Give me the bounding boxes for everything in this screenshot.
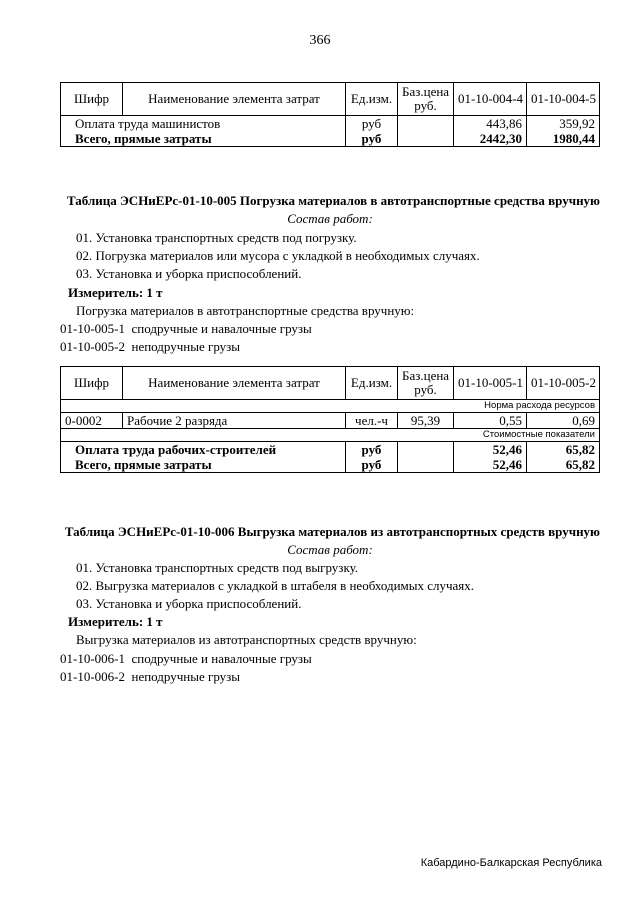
section-006-title: Таблица ЭСНиЕРс-01-10-006 Выгрузка материалов из автотранспортных средств вручную [64,524,600,539]
section-006-work-2: 02. Выгрузка материалов с укладкой в штабеля в необходимых случаях. [76,578,475,593]
section-006-work-1: 01. Установка транспортных средств под выгрузку. [76,560,359,575]
header-col-2: 01-10-004-5 [527,83,600,116]
row-value-2: 65,82 [527,457,600,473]
item-text: неподручные грузы [131,669,241,684]
row-value-1: 0,55 [454,413,527,429]
table-header-row [61,367,600,400]
footer-region: Кабардино-Балкарская Республика [420,857,602,869]
table-row [61,457,600,473]
row-value-1: 52,46 [454,442,527,458]
row-name: Оплата труда рабочих-строителей [61,442,346,458]
row-value-2: 65,82 [527,442,600,458]
row-unit: чел.-ч [346,413,398,429]
section-006-item-2 [60,669,240,685]
row-value-1: 443,86 [454,116,527,132]
item-code: 01-10-006-1 [60,651,125,666]
section-005-title: Таблица ЭСНиЕРс-01-10-005 Погрузка материалов в автотранспортные средства вручную [66,193,600,208]
item-text: неподручные грузы [131,339,241,354]
item-code: 01-10-006-2 [60,669,125,684]
section-005-work-2: 02. Погрузка материалов или мусора с укладкой в необходимых случаях. [76,248,480,263]
header-name: Наименование элемента затрат [123,83,346,116]
table-row [61,442,600,458]
cost-table-01-10-004 [60,82,600,147]
norm-label: Норма расхода ресурсов [61,400,600,413]
section-005-work-3: 03. Установка и уборка приспособлений. [76,266,302,281]
item-text: сподручные и навалочные грузы [131,651,312,666]
cost-table-01-10-005 [60,366,600,473]
section-005-work-1: 01. Установка транспортных средств под погрузку. [76,230,357,245]
header-name: Наименование элемента затрат [123,367,346,400]
section-006-item-1 [60,651,312,667]
section-006-description: Выгрузка материалов из автотранспортных средств вручную: [76,632,417,647]
page-number: 366 [309,33,331,48]
header-col-1: 01-10-005-1 [454,367,527,400]
table-row [61,116,600,132]
row-code: 0-0002 [61,413,123,429]
header-unit: Ед.изм. [346,83,398,116]
header-col-1: 01-10-004-4 [454,83,527,116]
row-unit: руб [346,442,398,458]
section-005-works-heading: Состав работ: [287,211,373,226]
row-value-2: 0,69 [527,413,600,429]
row-unit: руб [346,116,398,132]
header-base-price: Баз.цена руб. [398,83,454,116]
item-code: 01-10-005-1 [60,321,125,336]
row-value-2: 1980,44 [527,131,600,147]
section-006-work-3: 03. Установка и уборка приспособлений. [76,596,302,611]
cost-label: Стоимостные показатели [61,429,600,442]
header-base-price: Баз.цена руб. [398,367,454,400]
row-unit: руб [346,457,398,473]
row-value-1: 52,46 [454,457,527,473]
section-005-item-1 [60,321,312,337]
row-name: Всего, прямые затраты [61,131,346,147]
item-code: 01-10-005-2 [60,339,125,354]
header-col-2: 01-10-005-2 [527,367,600,400]
cost-label-row [61,429,600,442]
section-006-works-heading: Состав работ: [287,542,373,557]
header-code: Шифр [61,83,123,116]
table-header-row [61,83,600,116]
row-value-2: 359,92 [527,116,600,132]
header-code: Шифр [61,367,123,400]
table-row [61,413,600,429]
item-text: сподручные и навалочные грузы [131,321,312,336]
row-base-price: 95,39 [398,413,454,429]
section-006-measure: Измеритель: 1 т [68,614,163,629]
row-name: Всего, прямые затраты [61,457,346,473]
header-unit: Ед.изм. [346,367,398,400]
row-value-1: 2442,30 [454,131,527,147]
section-005-description: Погрузка материалов в автотранспортные средства вручную: [76,303,415,318]
norm-label-row [61,400,600,413]
row-name: Рабочие 2 разряда [123,413,346,429]
section-005-measure: Измеритель: 1 т [68,285,163,300]
row-unit: руб [346,131,398,147]
row-name: Оплата труда машинистов [61,116,346,132]
table-row [61,131,600,147]
section-005-item-2 [60,339,240,355]
